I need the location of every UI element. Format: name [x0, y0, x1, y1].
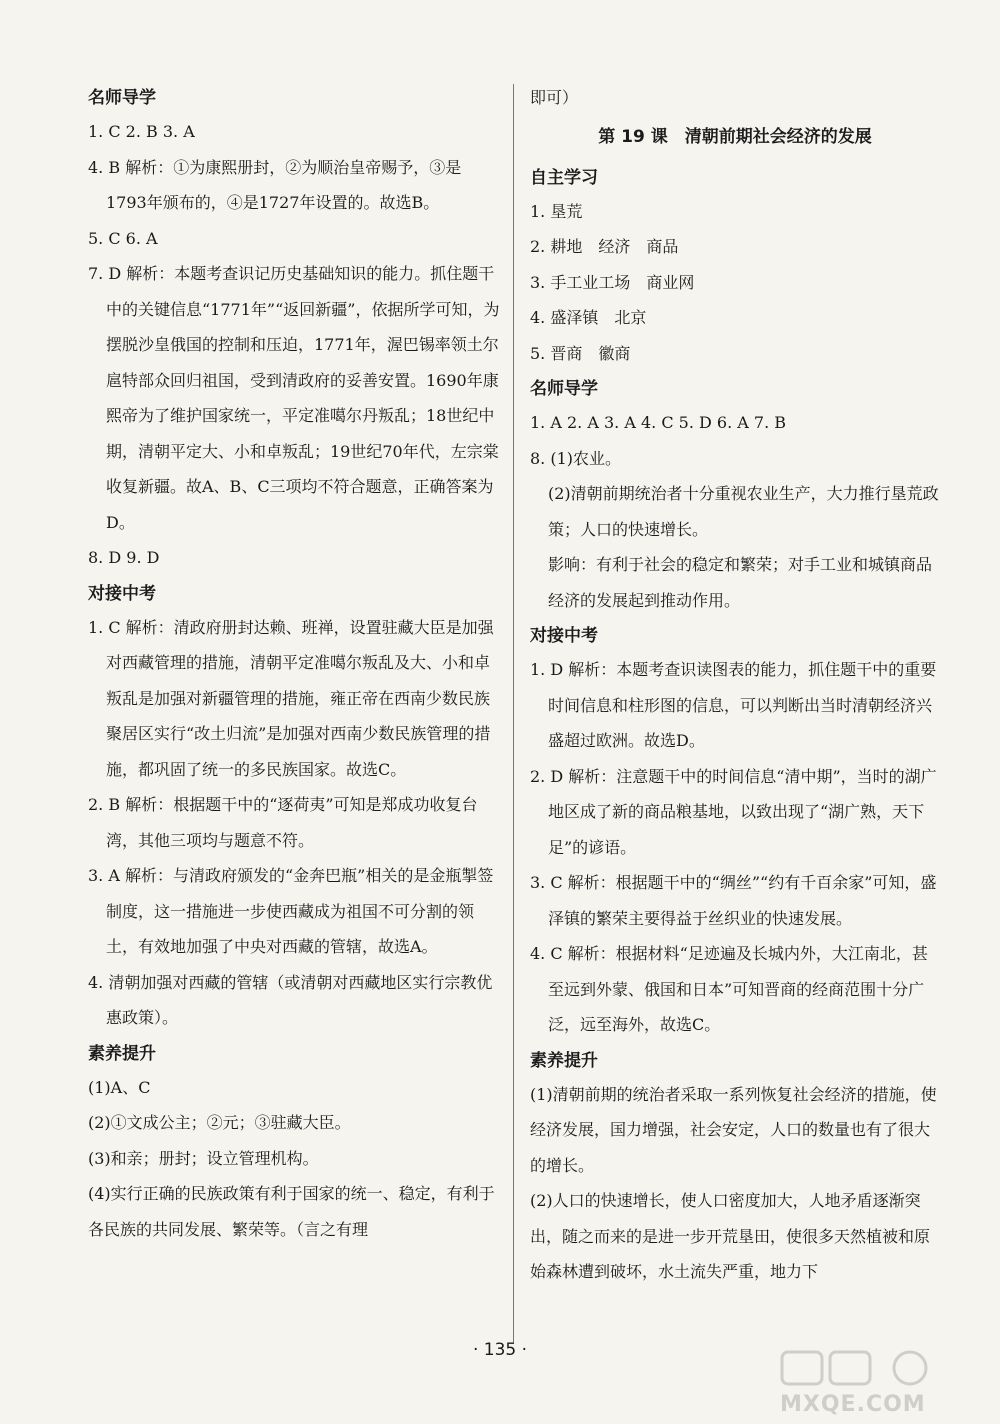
- exam2-answer-2: 2. D 解析：注意题干中的时间信息“清中期”，当时的湖广地区成了新的商品粮基地，以致出现了“湖广熟，天下足”的谚语。: [530, 766, 937, 857]
- answer-8-9: 8. D 9. D: [88, 548, 160, 567]
- self-study-1: 1. 垦荒: [530, 201, 583, 221]
- right-column: [530, 80, 940, 1290]
- section-heading-suyang-2: 素养提升: [530, 1050, 598, 1071]
- watermark-text: MXQE.COM: [780, 1392, 926, 1417]
- exam-answer-1: 1. C 解析：清政府册封达赖、班禅，设置驻藏大臣是加强对西藏管理的措施，清朝平定准噶尔叛乱及大、小和卓叛乱是加强对新疆管理的措施，雍正帝在西南少数民族聚居区实行“改土归流”是加强对西南少数民族管理的措施，都巩固了统一的多民族国家。故选C。: [88, 617, 494, 779]
- exam-answer-3: 3. A 解析：与清政府颁发的“金奔巴瓶”相关的是金瓶掣签制度，这一措施进一步使西藏成为祖国不可分割的领土，有效地加强了中央对西藏的管辖，故选A。: [88, 866, 494, 956]
- literacy2-answer-1: (1)清朝前期的统治者采取一系列恢复社会经济的措施，使经济发展，国力增强，社会安定，人口的数量也有了很大的增长。: [530, 1084, 937, 1175]
- section-heading-mingshi-2: 名师导学: [530, 379, 598, 399]
- lesson-title: 第 19 课 清朝前期社会经济的发展: [598, 126, 872, 147]
- answer-1-3: 1. C 2. B 3. A: [88, 122, 195, 141]
- answer-7: 7. D 解析：本题考查识记历史基础知识的能力。抓住题干中的关键信息“1771年”“返回新疆”，依据所学可知，为摆脱沙皇俄国的控制和压迫，1771年，渥巴锡率领土尔扈特部众回归祖国，受到清政府的妥善安置。1690年康熙帝为了维护国家统一，平定准噶尔丹叛乱；18世纪中期，清朝平定大、小和卓叛乱；19世纪70年代，左宗棠收复新疆。故A、B、C三项均不符合题意，正确答案为D。: [88, 264, 500, 532]
- literacy-answer-1: (1)A、C: [88, 1077, 151, 1097]
- answer-4: 4. B 解析：①为康熙册封，②为顺治皇帝赐予，③是1793年颁布的，④是1727年设置的。故选B。: [88, 157, 462, 212]
- self-study-2: 2. 耕地 经济 商品: [530, 237, 679, 256]
- watermark-icon: [780, 1348, 970, 1388]
- guide-answer-8-2: (2)清朝前期统治者十分重视农业生产，大力推行垦荒政策；人口的快速增长。: [548, 484, 939, 539]
- exam-answer-2: 2. B 解析：根据题干中的“逐荷夷”可知是郑成功收复台湾，其他三项均与题意不符。: [88, 795, 478, 850]
- column-divider: [513, 84, 514, 1344]
- guide-answer-8-impact: 影响：有利于社会的稳定和繁荣；对手工业和城镇商品经济的发展起到推动作用。: [548, 555, 933, 610]
- literacy-answer-4: (4)实行正确的民族政策有利于国家的统一、稳定，有利于各民族的共同发展、繁荣等。（言之有理: [88, 1184, 495, 1239]
- continued-text: 即可）: [530, 88, 579, 107]
- section-heading-duijie: 对接中考: [88, 583, 156, 604]
- section-heading-suyang: 素养提升: [88, 1043, 156, 1064]
- exam2-answer-1: 1. D 解析：本题考查识读图表的能力，抓住题干中的重要时间信息和柱形图的信息，可以判断出当时清朝经济兴盛超过欧洲。故选D。: [530, 660, 937, 750]
- guide-answer-1-7: 1. A 2. A 3. A 4. C 5. D 6. A 7. B: [530, 413, 787, 432]
- self-study-5: 5. 晋商 徽商: [530, 343, 631, 363]
- section-heading-duijie-2: 对接中考: [530, 626, 598, 646]
- literacy2-answer-2: (2)人口的快速增长，使人口密度加大，人地矛盾逐渐突出，随之而来的是进一步开荒垦田，使很多天然植被和原始森林遭到破坏，水土流失严重，地力下: [530, 1191, 931, 1281]
- literacy-answer-3: (3)和亲；册封；设立管理机构。: [88, 1148, 319, 1168]
- self-study-4: 4. 盛泽镇 北京: [530, 308, 647, 327]
- self-study-3: 3. 手工业工场 商业网: [530, 272, 695, 292]
- exam-answer-4: 4. 清朝加强对西藏的管辖（或清朝对西藏地区实行宗教优惠政策）。: [88, 972, 493, 1027]
- left-column: [88, 80, 500, 1247]
- guide-answer-8-1: 8. (1)农业。: [530, 448, 622, 468]
- watermark-logo: [780, 1348, 970, 1416]
- literacy-answer-2: (2)①文成公主；②元；③驻藏大臣。: [88, 1113, 351, 1132]
- answer-5-6: 5. C 6. A: [88, 228, 158, 248]
- exam2-answer-3: 3. C 解析：根据题干中的“绸丝”“约有千百余家”可知，盛泽镇的繁荣主要得益于丝织业的快速发展。: [530, 873, 937, 928]
- page-number: · 135 ·: [472, 1340, 528, 1360]
- section-heading-zizhu: 自主学习: [530, 167, 598, 188]
- exam2-answer-4: 4. C 解析：根据材料“足迹遍及长城内外，大江南北，甚至远到外蒙、俄国和日本”可知晋商的经商范围十分广泛，远至海外，故选C。: [530, 944, 928, 1034]
- section-heading-mingshi: 名师导学: [88, 88, 156, 108]
